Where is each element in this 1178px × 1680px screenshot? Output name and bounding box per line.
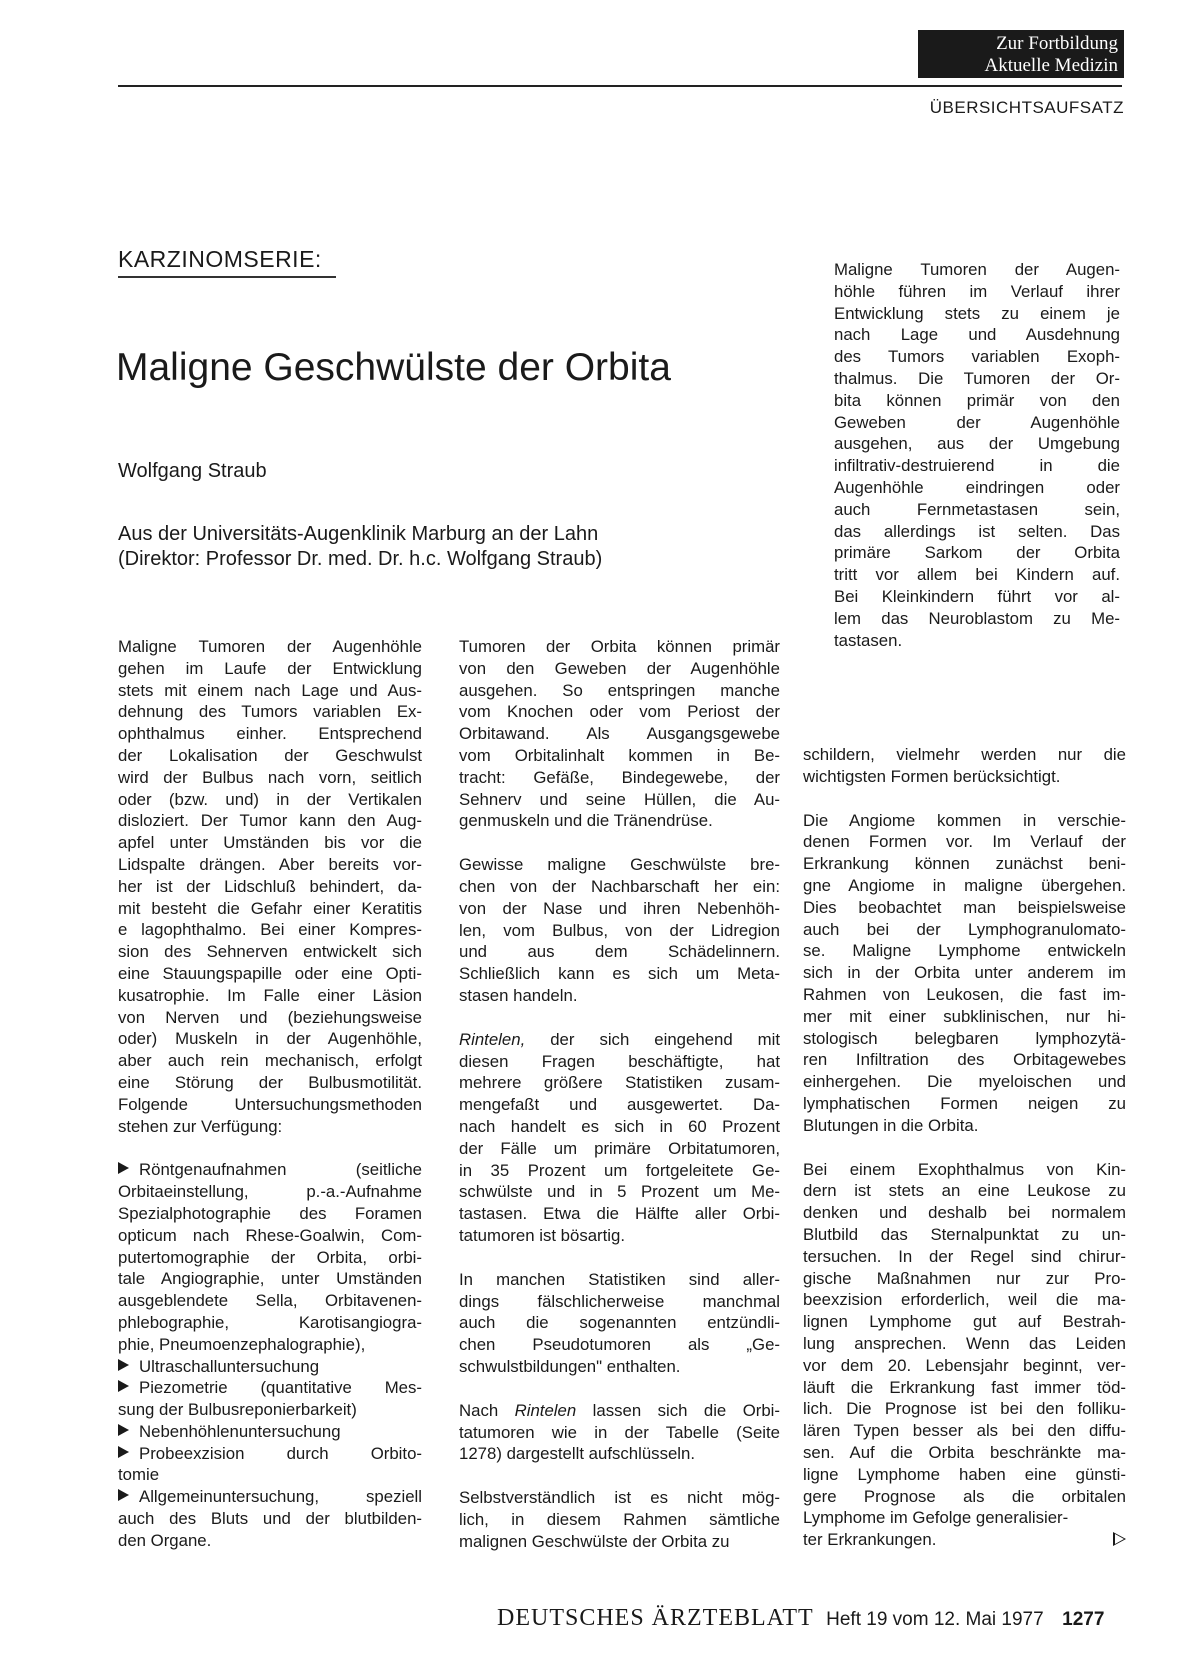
text-line: ligne Lymphome haben eine günsti-	[803, 1464, 1126, 1484]
journal-name: DEUTSCHES ÄRZTEBLATT	[497, 1605, 814, 1631]
text-line: gehen im Laufe der Entwicklung	[118, 658, 422, 678]
text-line: schildern, vielmehr werden nur die	[803, 745, 1126, 764]
col2-para3-first-line: Rintelen, der sich eingehend mit	[459, 1029, 780, 1049]
body-column-3	[803, 744, 1126, 1551]
text-line: Entwicklung stets zu einem je	[834, 303, 1120, 323]
bullet-triangle-icon	[118, 1446, 129, 1458]
bullet-triangle-icon	[118, 1489, 129, 1501]
text-line: lem das Neuroblastom zu Me-	[834, 608, 1120, 628]
text-line: infiltrativ-destruierend in die	[834, 456, 1120, 476]
text-line: ophthalmus einher. Entsprechend	[118, 724, 422, 744]
col2-paragraph-5	[459, 1400, 780, 1465]
text-line: lung ansprechen. Wenn das Leiden	[803, 1333, 1126, 1353]
text-line: Augenhöhle eindringen oder	[834, 477, 1120, 497]
section-label: ÜBERSICHTSAUFSATZ	[929, 98, 1124, 117]
text-line: lären Typen besser als bei den diffu-	[803, 1421, 1126, 1441]
text-line: denen Formen vor. Im Verlauf der	[803, 832, 1126, 852]
text-line: mer mit einer subklinischen, nur hi-	[803, 1006, 1126, 1026]
col2-paragraph-2	[459, 854, 780, 1007]
text-line: nach Lage und Ausdehnung	[834, 325, 1120, 345]
text-line: Bei einem Exophthalmus von Kin-	[803, 1159, 1126, 1179]
text-line: opticum nach Rhese-Goalwin, Com-	[118, 1225, 422, 1245]
list-item-first-line: Ultraschalluntersuchung	[118, 1356, 422, 1378]
list-item-first-line: Röntgenaufnahmen (seitliche	[118, 1159, 422, 1181]
bullet-triangle-icon	[118, 1359, 129, 1371]
text-line: wird der Bulbus nach vorn, seitlich	[118, 767, 422, 787]
text-line: ausgehen. So entspringen manche	[459, 680, 780, 700]
text-line: stets mit einem nach Lage und Aus-	[118, 680, 422, 700]
author-name-rintelen: Rintelen,	[459, 1029, 526, 1049]
text-line: einhergehen. Die myeloischen und	[803, 1072, 1126, 1092]
top-rule	[118, 85, 1122, 87]
text-line: tracht: Gefäße, Bindegewebe, der	[459, 767, 780, 787]
col1-paragraph-1	[118, 636, 422, 1137]
text-line: in 35 Prozent um fortgeleitete Ge-	[459, 1160, 780, 1180]
text-line: Rahmen von Leukosen, die fast im-	[803, 984, 1126, 1004]
text-line: gere Prognose als die orbitalen	[803, 1486, 1126, 1506]
text-line: oder (bzw. und) in der Vertikalen	[118, 789, 422, 809]
text-line: stologisch belegbaren lymphozytä-	[803, 1028, 1126, 1048]
text-line: Blutungen in die Orbita.	[803, 1115, 979, 1135]
list-item	[118, 1443, 422, 1487]
text-line: sen. Auf die Orbita beschränkte ma-	[803, 1442, 1126, 1462]
text-line: tastasen. Etwa die Hälfte aller Orbi-	[459, 1204, 780, 1224]
col3-paragraph-2	[803, 810, 1126, 1137]
text-line: lich. Die Prognose ist bei den folliku-	[803, 1399, 1126, 1419]
text-line: Blutbild das Sternalpunktat zu un-	[803, 1224, 1126, 1244]
body-column-2	[459, 636, 780, 1552]
text-line: malignen Geschwülste der Orbita zu	[459, 1531, 730, 1551]
text-line: apfel unter Umständen bis vor die	[118, 833, 422, 853]
text-line: von Nerven und (beziehungsweise	[118, 1007, 422, 1027]
text-line: auch Fernmetastasen sein,	[834, 499, 1120, 519]
text-line: sion des Sehnerven entwickelt sich	[118, 942, 422, 962]
text-line: Die Angiome kommen in verschie-	[803, 810, 1126, 830]
text-line: mehrere größere Statistiken zusam-	[459, 1073, 780, 1093]
text-line: stasen handeln.	[459, 985, 578, 1005]
text-line: Sehnerv und seine Hüllen, die Au-	[459, 789, 780, 809]
text-line: eine Störung der Bulbusmotilität.	[118, 1072, 422, 1092]
text-line: tatumoren wie in der Tabelle (Seite	[459, 1422, 780, 1442]
list-item	[118, 1486, 422, 1551]
list-item-first-line: Nebenhöhlenuntersuchung	[118, 1421, 422, 1443]
text-line: phie, Pneumoenzephalographie),	[118, 1334, 366, 1354]
text-line: thalmus. Die Tumoren der Or-	[834, 368, 1120, 388]
text-line: nach handelt es sich in 60 Prozent	[459, 1116, 780, 1136]
text-line: dern ist stets an eine Leukose zu	[803, 1181, 1126, 1201]
col2-para5-first-line: Nach Rintelen lassen sich die Orbi-	[459, 1400, 781, 1420]
col3-paragraph-1	[803, 744, 1126, 788]
text-line: das allerdings ist selten. Das	[834, 521, 1120, 541]
text-line: tomie	[118, 1465, 160, 1485]
text-line: gne Angiome in maligne übergehen.	[803, 875, 1126, 895]
text-line: chen von der Nachbarschaft her ein:	[459, 876, 780, 896]
body-column-1	[118, 636, 422, 1552]
affiliation	[118, 522, 602, 572]
series-label: KARZINOMSERIE:	[118, 246, 322, 272]
text-line: aber auch rein mechanisch, erfolgt	[118, 1051, 422, 1071]
text-line: vom Orbitalinhalt kommen in Be-	[459, 745, 780, 765]
article-title: Maligne Geschwülste der Orbita	[116, 346, 671, 389]
bullet-triangle-icon	[118, 1162, 129, 1174]
text-line: der Lokalisation der Geschwulst	[118, 745, 422, 765]
text-line: mengefaßt und ausgewertet. Da-	[459, 1095, 780, 1115]
text-line: Lidspalte drängen. Aber bereits vor-	[118, 854, 422, 874]
text-line: ausgeblendete Sella, Orbitavenen-	[118, 1291, 422, 1311]
text-line: tritt vor allem bei Kindern auf.	[834, 565, 1120, 585]
text-line: und aus dem Schädelinnern.	[459, 942, 780, 962]
text-line: gische Maßnahmen nur zur Pro-	[803, 1268, 1126, 1288]
text-line: auch bei der Lymphogranulomato-	[803, 919, 1126, 939]
issue-info: Heft 19 vom 12. Mai 1977	[826, 1609, 1044, 1630]
header-box-line1: Zur Fortbildung	[996, 33, 1118, 54]
text-line: der Fälle um primäre Orbitatumoren,	[459, 1138, 780, 1158]
list-item-first-line: Allgemeinuntersuchung, speziell	[118, 1486, 422, 1508]
text-line: schwülste und in 5 Prozent um Me-	[459, 1182, 780, 1202]
text-line: lignen Lymphome gut auf Bestrah-	[803, 1312, 1126, 1332]
affiliation-line2: (Direktor: Professor Dr. med. Dr. h.c. Wolfgang Straub)	[118, 548, 603, 570]
text-line: Geweben der Augenhöhle	[834, 412, 1120, 432]
text-line: eine Stauungspapille oder eine Opti-	[118, 963, 422, 983]
text-line: genmuskeln und die Tränendrüse.	[459, 811, 713, 831]
col2-paragraph-6	[459, 1487, 780, 1552]
text-line: dehnung des Tumors variablen Ex-	[118, 702, 422, 722]
text-line: putertomographie der Orbita, orbi-	[118, 1247, 422, 1267]
text-line: Maligne Tumoren der Augenhöhle	[118, 637, 422, 656]
text-line: Orbitawand. Als Ausgangsgewebe	[459, 724, 780, 744]
col2-paragraph-4	[459, 1269, 780, 1378]
text-line: tastasen.	[834, 630, 903, 650]
text-line: Selbstverständlich ist es nicht mög-	[459, 1488, 780, 1508]
header-box-line2: Aktuelle Medizin	[984, 55, 1118, 76]
text-line: tersuchen. In der Regel sind chirur-	[803, 1246, 1126, 1266]
text-line: Gewisse maligne Geschwülste bre-	[459, 855, 780, 875]
text-line: läuft die Erkrankung fast immer töd-	[803, 1377, 1126, 1397]
text-line: ren Infiltration des Orbitagewebes	[803, 1050, 1126, 1070]
article-author: Wolfgang Straub	[118, 460, 267, 482]
text-line: auch die sogenannten entzündli-	[459, 1313, 780, 1333]
text-line: von der Nase und ihren Nebenhöh-	[459, 898, 780, 918]
text-line: den Organe.	[118, 1530, 212, 1550]
author-name-rintelen: Rintelen	[514, 1400, 577, 1420]
text-line: sich in der Orbita unter anderem im	[803, 963, 1126, 983]
list-item	[118, 1159, 422, 1355]
list-item	[118, 1377, 422, 1421]
text-line: dings fälschlicherweise manchmal	[459, 1291, 780, 1311]
text-line: vor dem 20. Lebensjahr beginnt, ver-	[803, 1355, 1126, 1375]
section-header-box	[918, 30, 1124, 78]
examination-list	[118, 1159, 422, 1551]
list-item-first-line: Piezometrie (quantitative Mes-	[118, 1377, 422, 1399]
text-line: Folgende Untersuchungsmethoden	[118, 1094, 422, 1114]
list-item-first-line: Probeexzision durch Orbito-	[118, 1443, 422, 1465]
text-line: chen Pseudotumoren als „Ge-	[459, 1335, 780, 1355]
series-underline	[118, 276, 336, 278]
text-line: wichtigsten Formen berücksichtigt.	[803, 766, 1061, 786]
text-line: Dies beobachtet man beispielsweise	[803, 897, 1126, 917]
text-line: Lymphome im Gefolge generalisier-	[803, 1508, 1069, 1528]
text-line: lymphatischen Formen neigen zu	[803, 1093, 1126, 1113]
col3-last-line: ter Erkrankungen.	[803, 1529, 1126, 1551]
text-line: Schließlich kann es sich um Meta-	[459, 964, 780, 984]
page-footer	[497, 1605, 1104, 1632]
continue-arrow-icon	[1113, 1532, 1126, 1546]
text-line: oder) Muskeln in der Augenhöhle,	[118, 1029, 422, 1049]
affiliation-line1: Aus der Universitäts-Augenklinik Marburg an der Lahn	[118, 523, 599, 545]
text-line: schwulstbildungen" enthalten.	[459, 1356, 681, 1376]
text-line: lich, in diesem Rahmen sämtliche	[459, 1509, 780, 1529]
text-line: sung der Bulbusreponierbarkeit)	[118, 1400, 357, 1420]
text-line: beexzision erforderlich, weil die ma-	[803, 1290, 1126, 1310]
col3-paragraph-3	[803, 1159, 1126, 1530]
text-line: kusatrophie. Im Falle einer Läsion	[118, 985, 422, 1005]
text-line: len, vom Bulbus, von der Lidregion	[459, 920, 780, 940]
text-line: her ist der Lidschluß behindert, da-	[118, 876, 422, 896]
col2-paragraph-1	[459, 636, 780, 832]
list-item	[118, 1356, 422, 1378]
text-line: Orbitaeinstellung, p.-a.-Aufnahme	[118, 1182, 422, 1202]
text-line: tale Angiographie, unter Umständen	[118, 1269, 422, 1289]
list-item	[118, 1421, 422, 1443]
text-line: Erkrankung können zunächst beni-	[803, 854, 1126, 874]
text-line: 1278) dargestellt aufschlüsseln.	[459, 1444, 696, 1464]
text-line: ausgehen, aus der Umgebung	[834, 434, 1120, 454]
bullet-triangle-icon	[118, 1424, 129, 1436]
text-line: In manchen Statistiken sind aller-	[459, 1269, 780, 1289]
text-line: tatumoren ist bösartig.	[459, 1225, 626, 1245]
text-line: vom Knochen oder vom Periost der	[459, 702, 780, 722]
text-line: diesen Fragen beschäftigte, hat	[459, 1051, 780, 1071]
text-line: stehen zur Verfügung:	[118, 1116, 283, 1136]
text-line: auch des Bluts und der blutbilden-	[118, 1509, 422, 1529]
text-line: denken und deshalb bei normalem	[803, 1203, 1126, 1223]
text-line: des Tumors variablen Exoph-	[834, 347, 1120, 367]
text-line: e lagophthalmo. Bei einer Kompres-	[118, 920, 422, 940]
text-line: bita können primär von den	[834, 390, 1120, 410]
text-line: Tumoren der Orbita können primär	[459, 637, 780, 656]
text-line: höhle führen im Verlauf ihrer	[834, 281, 1120, 301]
text-line: se. Maligne Lymphome entwickeln	[803, 941, 1126, 961]
text-line: mit besteht die Gefahr einer Keratitis	[118, 898, 422, 918]
text-line: primäre Sarkom der Orbita	[834, 543, 1120, 563]
bullet-triangle-icon	[118, 1380, 129, 1392]
text-line: Spezialphotographie des Foramen	[118, 1203, 422, 1223]
text-line: disloziert. Der Tumor kann den Aug-	[118, 811, 422, 831]
text-line: von den Geweben der Augenhöhle	[459, 658, 780, 678]
page-number: 1277	[1062, 1609, 1105, 1630]
text-line: Maligne Tumoren der Augen-	[834, 260, 1120, 279]
col2-paragraph-3	[459, 1029, 780, 1247]
text-line: Bei Kleinkindern führt vor al-	[834, 586, 1120, 606]
text-line: phlebographie, Karotisangiogra-	[118, 1312, 422, 1332]
abstract	[834, 259, 1120, 651]
